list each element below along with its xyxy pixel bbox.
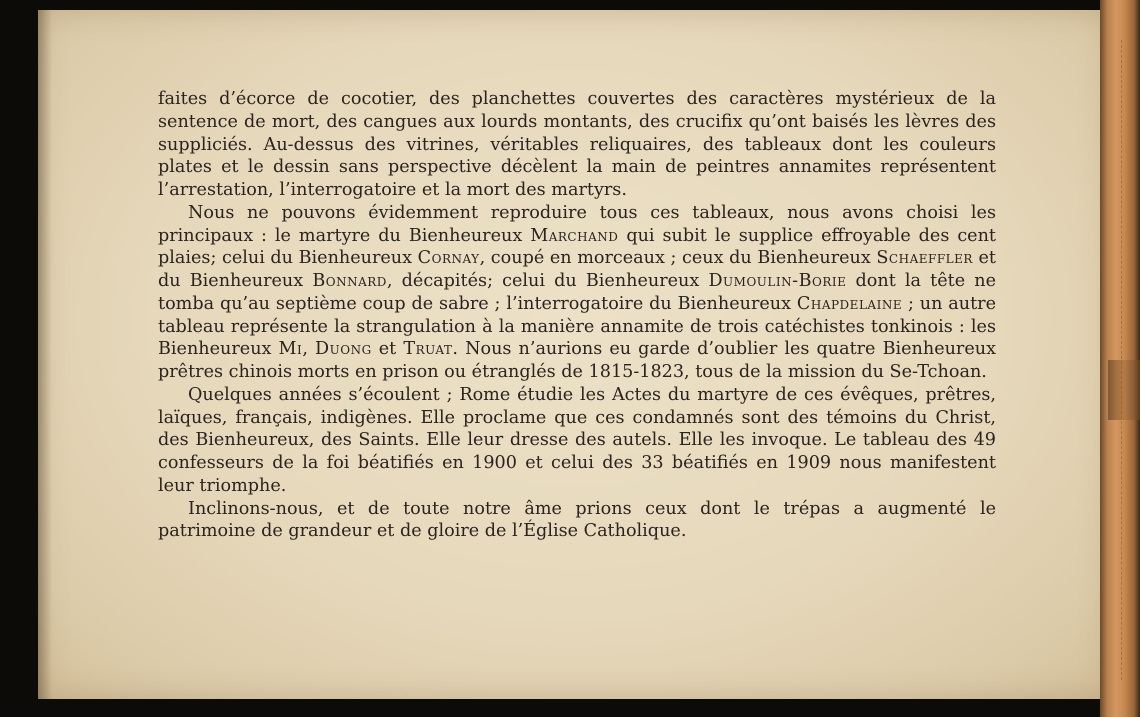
spine-binding <box>1108 360 1140 420</box>
person-name: Bonnard <box>312 271 387 291</box>
person-name: Marchand <box>530 225 619 246</box>
person-name: Dumoulin-Borie <box>708 271 847 291</box>
book-spine <box>1100 0 1140 717</box>
person-name: Truat <box>403 339 453 360</box>
person-name: Cornay <box>417 248 480 269</box>
text-run: qui subit le supplice effroyable des cent plaies; celui du Bienheureux <box>158 225 996 269</box>
text-run: et <box>371 339 404 360</box>
paragraph-4 <box>158 498 996 544</box>
text-run: ; un autre tableau représente la strangulation à la manière annamite de trois catéchistes tonkinois : les Bienheureux <box>158 293 996 360</box>
paragraph-3 <box>158 384 996 498</box>
page-text <box>158 88 996 543</box>
text-run: Inclinons-nous, et de toute notre âme prions ceux dont le trépas a augmenté le patrimoine de grandeur et de gloire de l’Église Catholique. <box>158 498 996 542</box>
text-run: , décapités; celui du Bienheureux <box>386 271 709 291</box>
person-name: Schaeffler <box>876 248 973 269</box>
text-run: dont la tête ne tomba qu’au septième coup de sabre ; l’interrogatoire du Bienheureux <box>158 271 997 314</box>
text-run: Nous ne pouvons évidemment reproduire tous ces tableaux, nous avons choisi les principaux : le martyre du Bienheureux <box>158 202 996 246</box>
text-run: , <box>302 339 316 360</box>
person-name: Mi <box>278 339 303 360</box>
spine-stitching <box>1121 40 1123 680</box>
text-run: , coupé en morceaux ; ceux du Bienheureux <box>479 248 877 269</box>
person-name: Chapdelaine <box>796 293 903 314</box>
text-run: faites d’écorce de cocotier, des planchettes couvertes des caractères mystérieux de la sentence de mort, des cangues aux lourds montants, des crucifix qu’ont baisés les lèvres des suppliciés. Au-dessus des vitrines, véritables reliquaires, des tableaux dont les couleurs plates et le dessin sans perspective décèlent la main de peintres annamites représentent l’arrestation, l’interrogatoire et la mort des martyrs. <box>158 89 996 200</box>
text-run: Quelques années s’écoulent ; Rome étudie les Actes du martyre de ces évêques, prêtres, laïques, français, indigènes. Elle proclame que ces condamnés sont des témoins du Christ, des Bienheureux, des Saints. Elle leur dresse des autels. Elle les invoque. Le tableau des 49 confesseurs de la foi béatifiés en 1900 et celui des 33 béatifiés en 1909 nous manifestent leur triomphe. <box>158 384 996 496</box>
paragraph-1 <box>158 88 996 202</box>
text-run: et du Bienheureux <box>158 248 997 291</box>
person-name: Duong <box>315 339 372 360</box>
paragraph-2 <box>158 202 996 384</box>
text-run: . Nous n’aurions eu garde d’oublier les quatre Bienheureux prêtres chinois morts en prison ou étranglés de 1815-1823, tous de la mission du Se-Tchoan. <box>158 339 997 382</box>
page-gutter-shadow <box>38 10 52 699</box>
